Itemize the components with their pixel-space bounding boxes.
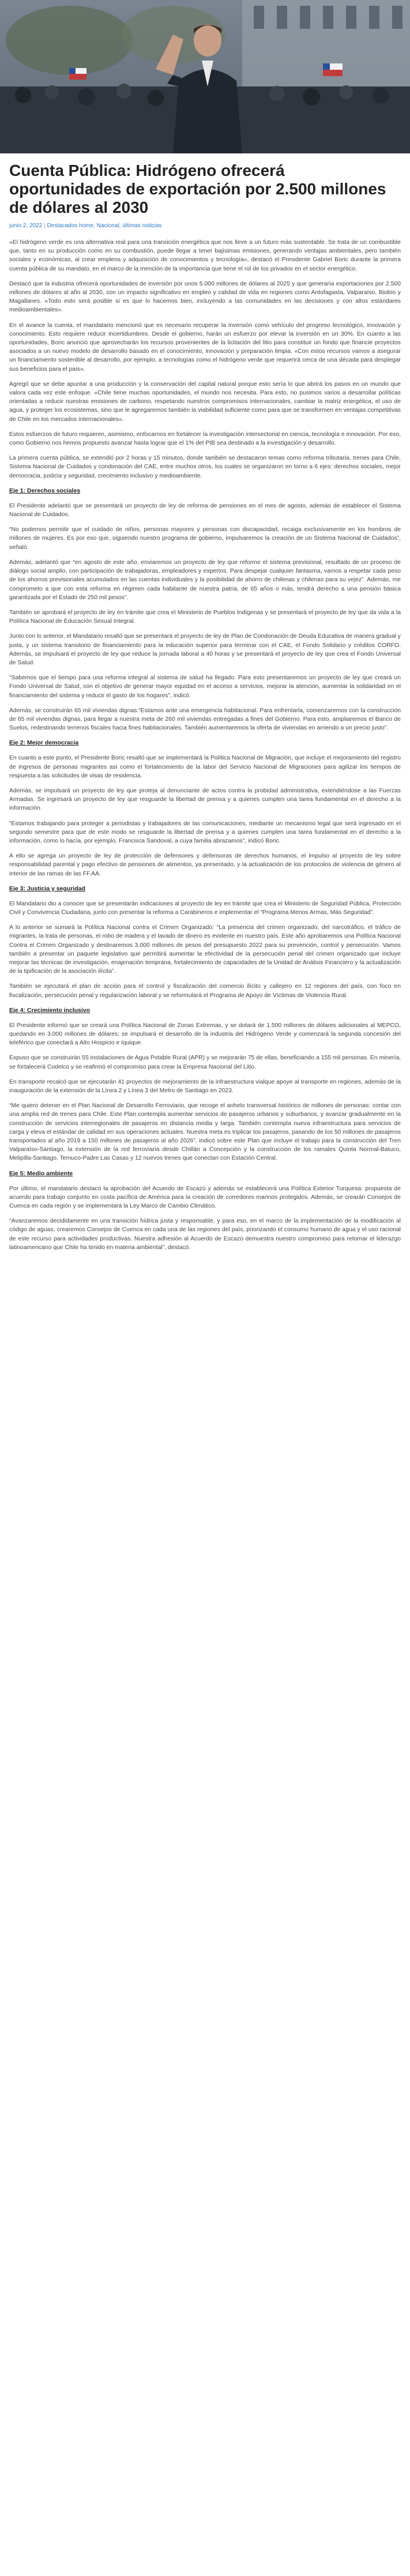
article-paragraph: Expuso que se construirán 55 instalaciones de Agua Potable Rural (APR) y se mejorarán 75 de ellas, beneficiando a 155 mil personas. En minería, se fortalecerá Codelco y se reafirmó el compromiso para crear la Empresa Nacional del Litio. — [9, 1055, 401, 1070]
article-paragraph: Además, adelantó que “en agosto de este año, enviaremos un proyecto de ley que reforme el sistema previsional, resultado de un proceso de diálogo social amplio, con participación de trabajadoras, empleadores y expertos. Para despejar cualquier fantasma, vamos a respetar cada peso de los ahorros previsionales acumulados en las cuentas individuales y la posibilidad de ahorro de chilenas y chilenas para su vejez”. Además, me comprometo a que con esta reforma en régimen cada habitante de nuestra patria, de 65 años o más, tendrá derecho a una pensión básica garantizada por el Estado de 250 mil pesos”. — [9, 559, 401, 601]
article-paragraph: “Avanzaremos decididamente en una transición hídrica justa y responsable, y para eso, en el marco de la implementación de la modificación al código de aguas, crearemos Consejos de Cuenca en cada una de las regiones del país, priorizando el consumo humano de agua y el uso racional de este recurso para actividades productivas. Nuestra adhesión al Acuerdo de Escazú demuestra nuestro compromiso para retomar el liderazgo latinoamericano que Chile ha tenido en materia ambiental”, destacó. — [9, 1218, 401, 1251]
page — [0, 0, 410, 1276]
article-paragraph: En cuanto a este punto, el Presidente Boric resaltó que se implementará la Política Nacional de Migración, que incluye el mejoramiento del registro de ingresos de personas migrantes así como el fortalecimiento de la labor del Servicio Nacional de Migraciones para agilizar los tiempos de respuesta a las solicitudes de visas de residencia. — [9, 755, 401, 779]
article-paragraph: “Me quiero detener en el Plan Nacional de Desarrollo Ferroviario, que recoge el anhelo transversal histórico de millones de personas: contar con una amplia red de trenes para Chile. Este Plan contempla aumentar servicios de pasajeros urbanos y suburbanos, y avanzar gradualmente en la construcción de servicios interregionales de pasajeros en distancia media y larga. También contempla nueva infraestructura para servicios de carga y eleva el estándar de calidad en sus operaciones actuales. Nuestra meta es triplicar los pasajeros, pasando de los 50 millones de pasajeros transportados al año 2019 a 150 millones de pasajeros al año 2026”, indicó sobre este Plan que incluye el trabajo para la construcción del Tren Valparaíso-Santiago, la extensión de la red ferroviaria desde Chillán a Concepción y la construcción de los ramales Quinta Normal-Batuco, Melipilla-Santiago, Temuco-Padre Las Casas y 12 nuevos trenes que conectan con Estación Central. — [9, 1103, 401, 1162]
hero-photo — [0, 0, 410, 153]
article-paragraph: En el avance la cuenta, el mandatario mencionó que es necesario recuperar la inversión como vehículo del progreso tecnológico, innovación y conocimiento. Esto requiere reducir incertidumbres. Desde el gobierno, harán un esfuerzo por elevar la inversión en un 30%. En cuanto a las oportunidades, Boric anunció que aprovecharán los recursos provenientes de la licitación del litio para constituir un fondo que financie proyectos asociados a un nuevo modelo de desarrollo basado en el conocimiento, innovación y preparación limpia. «Con estos recursos vamos a asegurar un financiamiento sostenible al desarrollo, por ejemplo, a tecnologías como el hidrógeno verde que requerirá cerca de una década para desplegar sus beneficios para el país». — [9, 322, 401, 373]
section-heading: Eje 4: Crecimiento inclusivo — [9, 1006, 91, 1014]
article-paragraph: Además, se impulsará un proyecto de ley que proteja al denunciante de actos contra la probidad administrativa, extendiéndose a las Fuerzas Armadas. Se ingresará un proyecto de ley que resguarde la libertad de prensa y a quienes cumplen una tarea fundamental en el derecho a la información. — [9, 787, 401, 812]
article-title: Cuenta Pública: Hidrógeno ofrecerá oportunidades de exportación por 2.500 millones de dólares al 2030 — [9, 161, 386, 216]
article-paragraph: Destacó que la industria ofrecerá oportunidades de inversión por unos 5.000 millones de dólares al 2025 y que generaría exportaciones por 2.500 millones de dólares al año al 2030, con un impacto significativo en empleo y calidad de vida en regiones como Antofagasta, Valparaíso, Biobío y Magallanes. «Todo esto será posible si es que lo hacemos bien, incluyendo a las comunidades en las decisiones y con altos estándares medioambientales». — [9, 280, 401, 314]
article-body — [9, 238, 401, 1252]
section-heading: Eje 3: Justicia y seguridad — [9, 885, 85, 892]
category-link[interactable]: Destacados home — [47, 223, 94, 229]
category-link[interactable]: últimas noticias — [122, 223, 162, 229]
article-paragraph: También se ejecutará el plan de acción para el control y fiscalización del comercio ilícito y callejero en 12 regiones del país, con foco en fiscalización, persecución penal y regularización laboral y se reformulará el Programa de Apoyo de Víctimas de Violencia Rural. — [9, 983, 401, 999]
article — [0, 153, 410, 1276]
section-heading: Eje 1: Derechos sociales — [9, 487, 81, 494]
article-paragraph: “No podemos permitir que el cuidado de niños, personas mayores y personas con discapacidad, recaiga exclusivamente en los hombros de millones de mujeres. Es por eso que, siguiendo nuestro programa de gobierno, impulsaremos la creación de un Sistema Nacional de Cuidados”, señaló. — [9, 527, 401, 551]
article-paragraph: Junto con lo anterior, el Mandatario resaltó que se presentará el proyecto de ley de Plan de Condonación de Deuda Educativa de manera gradual y justa, y un sistema transitorio de financiamiento para la educación superior para terminar con el CAE, el Fondo Solidario y créditos CORFO. Además, se impulsará el proyecto de ley que reduce la jornada laboral a 40 horas y se presentará el proyecto de ley que crea el Fondo Universal de Salud. — [9, 633, 401, 666]
meta-separator: | — [44, 223, 47, 229]
article-paragraph: En transporte recalcó que se ejecutarán 41 proyectos de mejoramiento de la infraestructura vialque apoye al transporte en regiones, además de la inauguración de la extensión de la Línea 2 y Línea 3 del Metro de Santiago en 2023. — [9, 1078, 401, 1095]
article-paragraph: La primera cuenta pública, se extendió por 2 horas y 15 minutos, donde también se destacaron temas como reforma tributaria, trenes para Chile, Sistema Nacional de Cuidados y condonación del CAE, entre muchos otros, los cuales se organizaron en torno a 6 ejes: derechos sociales, mejor democracia, justicia y seguridad, crecimiento inclusivo y medioambiente. — [9, 455, 401, 479]
section-heading: Eje 5: Medio ambiente — [9, 1169, 73, 1177]
category-comma: , — [93, 223, 97, 229]
article-paragraph: Estos esfuerzos de futuro requieren, asimismo, enfocarnos en fortalecer la investigación intersectorial en ciencia, tecnología e innovación. Por eso, como Gobierno nos hemos propuesto avanzar hasta lograr que el 1% del PIB sea destinado a la investigación y desarrollo. — [9, 431, 401, 447]
article-meta — [9, 223, 401, 229]
article-paragraph: También se aprobará el proyecto de ley en trámite que crea el Ministerio de Pueblos Indígenas y se presentará el proyecto de ley que da vida a la Política Nacional de Educación Sexual Integral. — [9, 609, 401, 625]
category-comma: , — [119, 223, 123, 229]
article-paragraph: Además, se construirán 65 mil viviendas dignas.“Estamos ante una emergencia habitacional. Para enfrentarla, comenzaremos con la construcción de 65 mil viviendas dignas, para llegar a nuestra meta de 260 mil viviendas entregadas a fines del Gobierno. Para esto, ampliaremos el Banco de Suelos, redestinando terrenos fiscales hacia fines habitacionales. También aumentaremos la oferta de viviendas en arriendo a un precio justo”. — [9, 707, 401, 732]
article-paragraph: El Mandatario dio a conocer que se presentarán indicaciones al proyecto de ley en trámite que crea el Ministerio de Seguridad Pública, Protección Civil y Convivencia Ciudadana, junto con presentar la reforma a Carabineros e implementar el “Programa Menos Armas, Más Seguridad”. — [9, 900, 401, 916]
article-paragraph: A lo anterior se sumará la Política Nacional contra el Crimen Organizado: “La presencia del crimen organizado, del narcotráfico, el tráfico de migrantes, la trata de personas, el robo de madera y el lavado de dinero es evidente en nuestro país. Este año aprobaremos una Política Nacional Contra el Crimen Organizado y destinaremos 3.000 millones de pesos del presupuesto 2022 para su prevención, control y persecución. Vamos también a presentar un paquete legislativo que permitirá aumentar la efectividad de la persecución penal del crimen organizado que incluye mejorar las técnicas de investigación, enajenación temprana, fortalecimiento de capacidades de la Unidad de Análisis Financiero y la actualización de la tipificación de la asociación ilícita”. — [9, 924, 401, 975]
section-heading: Eje 2: Mejor democracia — [9, 739, 79, 747]
category-link[interactable]: Nacional — [96, 223, 119, 229]
article-paragraph: «El hidrógeno verde es una alternativa real para una transición energética que nos lleve a un futuro más sustentable. Se trata de un combustible que, tanto en su producción como en su combustión, puede llegar a tener bajísimas emisiones, generando ventajas ambientales, pero también sociales y económicas, al crear empleos y adquisición de conocimientos y tecnología», destacó el Presidente Gabriel Boric durante la primera cuenta pública de su mandato, en el marco de la mención de la importancia que tiene el rol de los privados en el sector energético. — [9, 239, 401, 272]
article-paragraph: “Sabemos que el tiempo para una reforma integral al sistema de salud ha llegado. Para esto presentaremos un proyecto de ley que creará un Fondo Universal de Salud, con el objetivo de generar mayor equidad en el acceso a servicios, mejorar la atención, aumentar la solidaridad en el financiamiento del sistema y reducir el gasto de los hogares”, indicó. — [9, 675, 401, 699]
article-paragraph: Por último, el mandatario destacó la aprobación del Acuerdo de Escazú y además se establecerá una Política Exterior Turquesa: propuesta de acuerdo para trabajo conjunto en costa pacífica de América para la creación de corredores marinos protegidos. Además, se crearán Consejos de Cuenca en cada región y se implementará la Ley Marco de Cambio Climático. — [9, 1185, 401, 1210]
hero-photo-illustration — [0, 0, 410, 153]
article-paragraph: El Presidente adelantó que se presentará un proyecto de ley de reforma de pensiones en el mes de agosto, además de establecer el Sistema Nacional de Cuidados. — [9, 502, 401, 518]
article-date[interactable]: junio 2, 2022 — [9, 223, 43, 229]
article-paragraph: Agregó que se debe apuntar a una producción y la conservación del capital natural porque esto sería lo que abrirá los pasos en un mundo que valora cada vez este enfoque. «Chile tiene muchas oportunidades, el mundo nos necesita. Para esto, no pusimos varios a desarrollar políticas orientadas a reducir nuestras emisiones de carbono, respetando nuestros compromisos internacionales, cambiar la matriz energética, el uso de agua, y proteger los ecosistemas, sino que le agregaremos también la viabilidad suficiente como para que se transformen en ventajas competitivas de Chile en los mercados internacionales». — [9, 381, 401, 423]
article-paragraph: A ello se agrega un proyecto de ley de protección de defensores y defensoras de derechos humanos, el impulso al proyecto de ley sobre responsabilidad parental y pago efectivo de pensiones de alimentos, ya presentado, y la actualización de los protocolos de violencia de género al interior de las ramas de las FF.AA. — [9, 853, 401, 877]
article-paragraph: El Presidente informó que se creará una Política Nacional de Zonas Extremas, y se dotará de 1.500 millones de dólares adicionales al MEPCO, quedando en 3.000 millones de dólares; se impulsará el desarrollo de la industria del Hidrógeno Verde y comenzará la segunda concesión del teleférico que conectará a Alto Hospicio e Iquique. — [9, 1022, 401, 1047]
article-paragraph: “Estamos trabajando para proteger a periodistas y trabajadores de las comunicaciones, mediante un mecanismo legal que será ingresado en el segundo semestre para que de este modo se resguarde la libertad de prensa y a quienes cumplen una tarea fundamental en el derecho a la información, como lo hacía, por ejemplo, Francisca Sandoval, a cuya familia abrazamos”, indicó Boric. — [9, 820, 401, 844]
